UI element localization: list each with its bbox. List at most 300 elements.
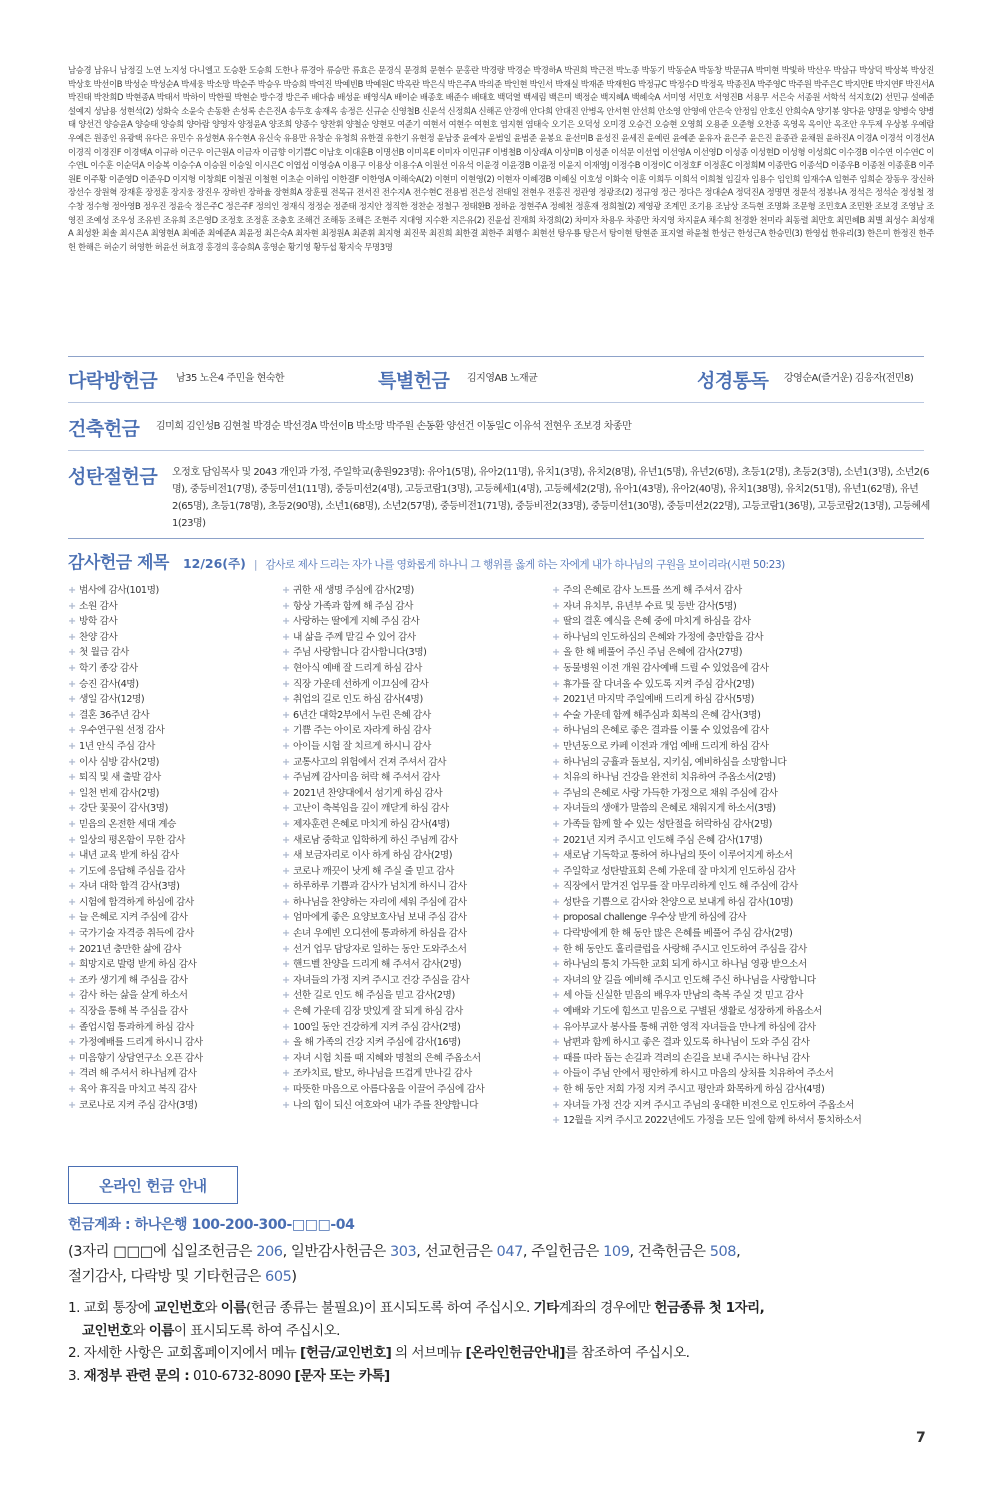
special-offering-names: 김지영AB 노재균: [467, 373, 538, 384]
thanks-item: [552, 677, 861, 693]
plus-icon: +: [68, 834, 76, 846]
thanks-item-text: 새 보금자리로 이사 하게 하심 감사(2명): [293, 850, 453, 862]
note-text: 이 표시되도록 하여 주십시오.: [173, 1322, 340, 1339]
thanks-item-text: 일천 번제 감사(2명): [79, 787, 159, 799]
thanks-item-text: 승진 감사(4명): [79, 678, 139, 690]
plus-icon: +: [552, 631, 560, 643]
thanks-item: [68, 910, 203, 926]
plus-icon: +: [282, 1052, 290, 1064]
plus-icon: +: [552, 1068, 560, 1080]
plus-icon: +: [282, 943, 290, 955]
thanks-item: [552, 1066, 861, 1082]
plus-icon: +: [552, 896, 560, 908]
plus-icon: +: [552, 928, 560, 940]
thanks-item: [282, 1066, 484, 1082]
thanks-item: [552, 957, 861, 973]
thanks-item: [552, 661, 861, 677]
thanks-item-text: 이사 심방 감사(2명): [79, 756, 159, 768]
thanks-item: [552, 833, 861, 849]
offering-account: 헌금계좌 : 하나은행 100-200-300-□□□-04: [68, 1217, 355, 1233]
thanks-item-text: 수술 가운데 함께 해주심과 회복의 은혜 감사(3명): [563, 709, 761, 721]
thanks-item: [68, 770, 203, 786]
thanks-item: [68, 708, 203, 724]
plus-icon: +: [68, 662, 76, 674]
plus-icon: +: [282, 725, 290, 737]
thanks-item: [282, 879, 484, 895]
thanks-item: [552, 708, 861, 724]
thanks-item-text: 내 삶을 주께 맡길 수 있어 감사: [293, 631, 416, 643]
thanks-list-column-2: [282, 583, 484, 1113]
thanks-item: [282, 692, 484, 708]
codes-text: , 일반감사헌금은: [282, 1244, 390, 1260]
thanks-item-text: 1년 안식 주심 감사: [79, 740, 155, 752]
codes-text: , 선교헌금은: [416, 1244, 497, 1260]
thanks-item: [282, 1035, 484, 1051]
page-number: 7: [916, 1430, 926, 1446]
thanks-item-text: 하나님의 긍휼과 돌보심, 지키심, 예비하심을 소망합니다: [563, 756, 787, 768]
plus-icon: +: [282, 912, 290, 924]
thanks-item-text: 퇴직 및 새 출발 감사: [79, 772, 161, 784]
note-2: [68, 1342, 938, 1365]
thanks-item-text: 올 해 가족의 건강 지켜 주심에 감사(16명): [293, 1037, 461, 1049]
thanks-item-text: 생일 감사(12명): [79, 694, 145, 706]
plus-icon: +: [282, 787, 290, 799]
plus-icon: +: [552, 850, 560, 862]
note-bold: 교인번호: [154, 1300, 205, 1316]
thanks-item-text: 방학 감사: [79, 616, 118, 628]
thanks-item: [552, 1004, 861, 1020]
code-mission: 047: [496, 1244, 523, 1260]
plus-icon: +: [552, 1037, 560, 1049]
note-text: 1. 교회 통장에: [68, 1300, 155, 1316]
plus-icon: +: [282, 772, 290, 784]
thanks-item-text: 하나님의 통치 가득한 교회 되게 하시고 하나님 영광 받으소서: [563, 959, 807, 971]
thanks-item-text: 학기 종강 감사: [79, 662, 138, 674]
thanks-item-text: 현아식 예배 잘 드리게 하심 감사: [293, 662, 422, 674]
thanks-item: [282, 723, 484, 739]
thanks-item: [68, 1082, 203, 1098]
code-other: 605: [265, 1269, 292, 1285]
thanks-item: [552, 614, 861, 630]
thanks-item-text: 하나님의 은혜로 좋은 결과를 이룰 수 있었음에 감사: [563, 725, 769, 737]
plus-icon: +: [552, 662, 560, 674]
plus-icon: +: [552, 585, 560, 596]
thanks-item: [552, 755, 861, 771]
thanks-item-text: 시험에 합격하게 하심에 감사: [79, 896, 194, 908]
thanks-item-text: 주님의 은혜로 사랑 가득한 가정으로 채워 주심에 감사: [563, 787, 778, 799]
thanks-item-text: 유아부교사 봉사를 통해 귀한 영적 자녀들을 만나게 하심에 감사: [563, 1021, 816, 1033]
thanks-item: [552, 1098, 861, 1114]
thanks-item-text: 늘 은혜로 지켜 주심에 감사: [79, 912, 188, 924]
plus-icon: +: [68, 865, 76, 877]
thanks-item-text: 12월을 지켜 주시고 2022년에도 가정을 모든 일에 함께 하셔서 통치하소서: [563, 1115, 862, 1127]
plus-icon: +: [68, 850, 76, 862]
thanks-item: [282, 599, 484, 615]
thanks-item: [68, 692, 203, 708]
thanks-item-text: 소원 감사: [79, 600, 118, 612]
thanks-item-text: 믿음의 온전한 세대 계승: [79, 818, 176, 830]
plus-icon: +: [68, 772, 76, 784]
thanks-item-text: 항상 가족과 함께 해 주심 감사: [293, 600, 414, 612]
thanks-item-text: 조카치료, 탈모, 하나님을 뜨겁게 만나길 감사: [293, 1068, 472, 1080]
thanks-item: [68, 1098, 203, 1114]
thanks-item-text: 한 해 동안 저희 가정 지켜 주시고 평안과 화목하게 하심 감사(4명): [563, 1084, 825, 1095]
plus-icon: +: [68, 756, 76, 768]
plus-icon: +: [68, 616, 76, 628]
thanks-item: [68, 786, 203, 802]
thanks-item: [552, 817, 861, 833]
plus-icon: +: [68, 709, 76, 721]
plus-icon: +: [282, 896, 290, 908]
thanks-item: [552, 1020, 861, 1036]
thanks-item: [552, 910, 861, 926]
plus-icon: +: [68, 896, 76, 908]
thanks-item: [68, 1004, 203, 1020]
thanks-item-text: 6년간 대학2부에서 누린 은혜 감사: [293, 709, 431, 721]
thanks-item: [282, 630, 484, 646]
thanks-item: [282, 645, 484, 661]
online-offering-guide-button[interactable]: 온라인 헌금 안내: [68, 1166, 238, 1204]
plus-icon: +: [282, 834, 290, 846]
thanks-item-text: 동물병원 이전 개원 감사예배 드릴 수 있었음에 감사: [563, 662, 769, 674]
thanks-item-text: 아들이 주님 안에서 평안하게 하시고 마음의 상처를 치유하여 주소서: [563, 1068, 834, 1080]
plus-icon: +: [68, 678, 76, 690]
darakbang-offering-title: 다락방헌금: [68, 370, 158, 392]
note-bold: 헌금종류 첫 1자리,: [654, 1300, 765, 1316]
plus-icon: +: [282, 616, 290, 628]
note-bold: [헌금/교인번호]: [300, 1345, 392, 1361]
plus-icon: +: [68, 1052, 76, 1064]
thanks-item: [282, 1020, 484, 1036]
thanks-item-text: 하나님의 인도하심의 은혜와 가정에 충만함을 감사: [563, 631, 764, 643]
plus-icon: +: [552, 1006, 560, 1018]
thanks-item: [552, 630, 861, 646]
plus-icon: +: [552, 787, 560, 799]
thanks-item-text: 기도에 응답해 주심을 감사: [79, 865, 185, 877]
thanks-item-text: 격려 해 주셔서 하나님께 감사: [79, 1068, 197, 1080]
thanks-item: [68, 599, 203, 615]
thanks-item: [68, 817, 203, 833]
plus-icon: +: [552, 990, 560, 1002]
thanks-item-text: 주일학교 성탄발표회 은혜 가운데 잘 마치게 인도하심 감사: [563, 865, 796, 877]
thanks-item: [68, 926, 203, 942]
plus-icon: +: [68, 725, 76, 737]
offering-notes: [68, 1297, 938, 1387]
plus-icon: +: [68, 600, 76, 612]
plus-icon: +: [282, 1021, 290, 1033]
code-building: 508: [709, 1244, 737, 1260]
note-text: 와: [132, 1322, 149, 1339]
plus-icon: +: [282, 818, 290, 830]
note-bold: 이름: [220, 1300, 246, 1316]
code-tithe: 206: [256, 1244, 283, 1260]
plus-icon: +: [282, 1006, 290, 1018]
note-text: 와: [204, 1300, 221, 1316]
plus-icon: +: [68, 631, 76, 643]
thanks-item: [282, 661, 484, 677]
thanks-item-text: 코로나 깨끗이 낫게 해 주실 줄 믿고 감사: [293, 865, 454, 877]
codes-text: ,: [736, 1244, 741, 1260]
plus-icon: +: [68, 1006, 76, 1018]
thanks-item-text: 성탄을 기쁨으로 감사와 찬양으로 보내게 하심 감사(10명): [563, 896, 793, 908]
thanks-item: [68, 988, 203, 1004]
thanks-item-text: 2021년 지켜 주시고 인도해 주심 은혜 감사(17명): [563, 834, 763, 846]
plus-icon: +: [282, 756, 290, 768]
plus-icon: +: [68, 1099, 76, 1111]
plus-icon: +: [68, 912, 76, 924]
thanks-item-text: 고난이 축복임을 깊이 깨닫게 하심 감사: [293, 803, 449, 815]
thanks-item-text: 새로남 중학교 입학하게 하신 주님께 감사: [293, 834, 458, 846]
thanks-item: [68, 895, 203, 911]
plus-icon: +: [68, 787, 76, 799]
thanks-item: [68, 661, 203, 677]
thanks-item-text: 첫 월급 감사: [79, 647, 129, 659]
thanks-offering-header: [68, 548, 785, 572]
thanks-item: [68, 833, 203, 849]
thanks-item: [552, 1051, 861, 1067]
thanks-item-text: 만년동으로 카페 이전과 개업 예배 드리게 하심 감사: [563, 740, 769, 752]
plus-icon: +: [552, 1084, 560, 1095]
thanks-item: [552, 895, 861, 911]
divider: [68, 450, 924, 451]
plus-icon: +: [552, 912, 560, 924]
thanks-item: [282, 817, 484, 833]
donor-names-list: 남승경 남유니 남정길 노연 노지성 다니엘고 도승환 도승희 도한나 류경아 류승만 류효은 문경식 문경희 문현수 문홍란 박경량 박경순 박경하A 박권희 박근전 박노종 박동기 박동순A 박동창 박문규A 박미현 박빛하 박산우 박삼규 박상덕 박상복 박상진 박상호 박선이B 박성순 박성순A 박세웅 박소망 박순주 박승우 박승희 박여진 박예빈B 박예원C 박옥란 박은식 박은주A 박의준 박인현 박인서 박재실 박재준 박재헌G 박정규C 박정수D 박정옥 박종진A 박주영C 박주원 박주은C 박지만E 박지연F 박진서A 박진태 박찬희D 박현종A 박태서 박하이 박한필 박현순 방수경 방은주 배다솜 배성윤 배영식A 배이순 배종호 배준수 배태호 백덕열 백세림 백은미 백정순 백지혜A 백혜숙A 서미영 서민호 서영진B 서용무 서은숙 서종원 서학석 석지호(2) 선민규 설예준 설예지 성남용 성현석(2) 성화숙 소윤숙 손동환 손성록 손은진A 송두호 송재옥 송정은 신규순 신영철B 신운석 신정희A 신해곤 안경애 안다희 안대진 안병옥 안서현 안선희 안소영 안영애 안은숙 안정임 안호신 안희숙A 양기봉 양다윤 양명윤 양병숙 양병태 양선건 양승윤A 양승태 양승희 양아람 양영자 양정윤A 양조희 양종수 양찬휘 양철순 양현모 여준기 여현서 여현수 여현호 염지현 염태숙 오기은 오덕성 오미경 오승건 오승현 오영희 오용준 오준형 오찬종 옥영옥 옥이안 옥조안 우두제 우상봉 우예람 우예은 원종인 유광택 유다은 유민수 유성현A 유수현A 유신숙 유용만 유창순 유청희 유한결 유한기 유현정 윤남중 윤예자 윤범일 윤범준 윤봉요 윤선미B 윤성진 윤세진 윤예린 윤예준 윤유자 윤은주 윤은진 윤종관 윤채원 윤하진A 이경A 이경석 이경선A 이경직 이경진F 이경택A 이규하 이근우 이근원A 이금자 이금향 이기쁨C 이남호 이대훈B 이명선B 이미옥E 이미자 이민규F 이병철B 이상래A 이상미B 이성준 이석문 이선엽 이선영A 이선영D 이성종 이성현D 이성형 이성희C 이수경B 이수연 이수연C 이수연L 이수훈 이순덕A 이승복 이승수A 이승원 이승일 이시은C 이엽섭 이영승A 이용구 이용상 이용수A 이원선 이유석 이윤경 이윤경B 이윤정 이윤지 이재영J 이정수B 이정이C 이정호F 이정훈C 이정희M 이종만G 이종석D 이종우B 이종천 이종훈B 이주원E 이주황 이준영D 이준우D 이지형 이창희E 이철권 이철현 이초순 이하임 이한결F 이한영A 이해숙A(2) 이현미 이현영(2) 이현자 이혜경B 이혜실 이호성 이화숙 이훈 이희두 이희석 이희철 임길자 임용수 임인희 임재수A 임현주 임희순 장동우 장신하 장선수 장원혁 장재훈 장정훈 장지웅 장진우 장하빈 장하율 장현희A 장훈필 전목규 전서진 전수지A 전수현C 전용범 전은성 전태일 전현우 전홍진 정관영 정광조(2) 정규영 정근 정다은 정대순A 정덕진A 정명면 정문석 정봉나A 정석은 정석순 정성철 정수창 정수형 정아영B 정우진 정윤숙 정은주C 정은주F 정의인 정재식 정정순 정준태 정지안 정직한 정찬순 정철구 정태환B 정하윤 정현주A 정혜천 정훈재 정희철(2) 제영광 조계민 조기용 조남상 조득현 조명화 조문형 조민호A 조민환 조보경 조영남 조영진 조예성 조우성 조유빈 조유희 조은영D 조정호 조정훈 조충호 조해건 조해동 조해은 조현주 지대영 지수환 지은유(2) 진윤섭 진재희 차경희(2) 차미자 차용우 차종만 차지영 차지윤A 채수희 천경환 천미라 최동렬 최만호 최민혜B 최별 최성수 최성재A 최성환 최솔 최시은A 최영현A 최예준 최예준A 최윤정 최은숙A 최자현 최정원A 최준휘 최지형 최진묵 최진희 최한결 최한주 최행수 최현선 탕우룡 탕은서 탕이현 탕현준 표지열 하윤철 한성근 한성근A 한승민(3) 한영섭 한유리(3) 한은미 한정진 한주헌 한해은 허순기 허영한 허윤선 허효경 홍경의 홍승희A 홍영순 황기영 황두섭 황지숙 무명3명: [68, 65, 934, 252]
note-text: 2. 자세한 사항은 교회홈페이지에서 메뉴: [68, 1345, 301, 1361]
note-text: 3.: [68, 1367, 84, 1384]
thanks-item-text: 선한 길로 인도 해 주심을 믿고 감사(2명): [293, 990, 455, 1002]
plus-icon: +: [282, 662, 290, 674]
thanks-item: [68, 1066, 203, 1082]
thanks-item: [282, 1098, 484, 1114]
plus-icon: +: [282, 585, 290, 596]
thanks-item: [552, 864, 861, 880]
thanks-item: [552, 645, 861, 661]
thanks-item: [68, 957, 203, 973]
thanks-item-text: 직장에서 맡겨진 업무를 잘 마무리하게 인도 해 주심에 감사: [563, 881, 798, 893]
plus-icon: +: [552, 1115, 560, 1127]
thanks-item: [282, 708, 484, 724]
thanks-item: [552, 879, 861, 895]
code-thanks: 303: [389, 1244, 417, 1260]
plus-icon: +: [282, 881, 290, 893]
thanks-item: [282, 910, 484, 926]
plus-icon: +: [68, 694, 76, 706]
divider: [68, 402, 924, 403]
note-bold: 교인번호: [82, 1322, 133, 1339]
thanks-list-column-3: [552, 583, 861, 1129]
plus-icon: +: [552, 818, 560, 830]
thanks-item-text: 2021년 충만한 삶에 감사: [79, 943, 182, 955]
code-sunday: 109: [603, 1244, 630, 1260]
thanks-item-text: 예배와 기도에 힘쓰고 믿음으로 구별된 생활로 성장하게 하옵소서: [563, 1006, 822, 1018]
thanks-item-text: 희망지로 발령 받게 하심 감사: [79, 959, 197, 971]
thanks-item-text: 취업의 길로 인도 하심 감사(4명): [293, 694, 423, 706]
thanks-item-text: 새로남 기독학교 통하여 하나님의 뜻이 이루어지게 하소서: [563, 850, 793, 862]
thanks-item-text: 자녀들의 가정 지켜 주시고 건강 주심을 감사: [293, 974, 470, 986]
thanks-item-text: 은혜 가운데 김장 맛있게 잘 되게 하심 감사: [293, 1006, 463, 1018]
thanks-item-text: 주의 은혜로 감사 노트를 쓰게 해 주셔서 감사: [563, 585, 742, 596]
plus-icon: +: [282, 990, 290, 1002]
plus-icon: +: [552, 616, 560, 628]
thanks-item-text: 범사에 감사(101명): [79, 585, 159, 596]
thanks-item: [282, 739, 484, 755]
plus-icon: +: [282, 647, 290, 659]
plus-icon: +: [68, 1037, 76, 1049]
thanks-item-text: 주님 사랑합니다 감사합니다(3명): [293, 647, 427, 659]
thanks-item-text: 감사 하는 삶을 살게 하소서: [79, 990, 188, 1002]
thanks-item: [552, 926, 861, 942]
plus-icon: +: [282, 959, 290, 971]
divider: [68, 538, 924, 539]
thanks-item: [552, 801, 861, 817]
plus-icon: +: [552, 600, 560, 612]
christmas-offering-names: 오정호 담임목사 및 2043 개인과 가정, 주일학교(총원923명): 유아1(5명), 유아2(11명), 유치1(3명), 유치2(8명), 유년1(5명), 유년2(6명), 초등1(2명), 초등2(3명), 소년1(3명), 소년2(6명), 중등비전1(7명), 중등미션1(11명), 중등미션2(4명), 고등코람1(3명), 고등혜세1(4명), 고등혜세2(2명), 유아1(43명), 유아2(40명), 유치1(38명), 유치2(51명), 유년1(62명), 유년2(65명), 초등1(78명), 초등2(90명), 소년1(68명), 소년2(57명), 중등비전1(71명), 중등비전2(33명), 중등미션1(30명), 중등미션2(22명), 고등코람1(36명), 고등코람2(13명), 고등혜세1(23명): [172, 467, 930, 529]
note-text: 의 서브메뉴: [391, 1345, 466, 1361]
thanks-item-text: 사랑하는 딸에게 지혜 주심 감사: [293, 616, 420, 628]
note-bold: 기타: [533, 1300, 559, 1316]
header-separator: |: [253, 558, 258, 571]
thanks-item: [282, 755, 484, 771]
plus-icon: +: [68, 974, 76, 986]
thanks-item-text: 가정예배를 드리게 하시니 감사: [79, 1037, 203, 1049]
plus-icon: +: [282, 678, 290, 690]
thanks-item: [68, 848, 203, 864]
note-text: 계좌의 경우에만: [558, 1300, 655, 1316]
darakbang-offering-names: 남35 노은4 주민을 현숙한: [176, 373, 285, 384]
thanks-item: [68, 723, 203, 739]
thanks-item-text: 강단 꽃꽂이 감사(3명): [79, 803, 168, 815]
thanks-item-text: 코로나로 지켜 주심 감사(3명): [79, 1099, 198, 1111]
codes-text: , 건축헌금은: [629, 1244, 710, 1260]
thanks-item-text: proposal challenge 우수상 받게 하심에 감사: [563, 912, 747, 924]
thanks-item: [68, 973, 203, 989]
note-bold: 이름: [148, 1322, 174, 1339]
thanks-item-text: 때를 따라 돕는 손길과 격려의 손길을 보내 주시는 하나님 감사: [563, 1052, 810, 1064]
plus-icon: +: [282, 803, 290, 815]
thanks-item-text: 주님께 감사미음 허락 해 주셔서 감사: [293, 772, 440, 784]
thanks-item-text: 2021년 마지막 주일예배 드리게 하심 감사(5명): [563, 694, 754, 706]
plus-icon: +: [552, 974, 560, 986]
plus-icon: +: [282, 709, 290, 721]
thanks-item: [282, 614, 484, 630]
thanks-item-text: 딸의 결혼 예식을 은혜 중에 마치게 하심을 감사: [563, 616, 751, 628]
plus-icon: +: [552, 959, 560, 971]
plus-icon: +: [68, 585, 76, 596]
plus-icon: +: [68, 959, 76, 971]
note-bold: 재정부 관련 문의 :: [83, 1367, 190, 1384]
building-offering-title: 건축헌금: [68, 418, 140, 440]
thanks-item: [68, 677, 203, 693]
thanks-list-column-1: [68, 583, 203, 1113]
thanks-item-text: 자녀들의 생애가 말씀의 은혜로 채워지게 하소서(3명): [563, 803, 776, 815]
thanks-item-text: 제자훈련 은혜로 마치게 하심 감사(4명): [293, 818, 450, 830]
plus-icon: +: [282, 865, 290, 877]
thanks-item: [68, 1020, 203, 1036]
thanks-item-text: 엄마에게 좋은 요양보호사님 보내 주심 감사: [293, 912, 467, 924]
plus-icon: +: [552, 740, 560, 752]
thanks-item-text: 자녀 대학 합격 감사(3명): [79, 881, 180, 893]
plus-icon: +: [552, 725, 560, 737]
thanks-item: [552, 1082, 861, 1098]
codes-text: (3자리 □□□에 십일조헌금은: [68, 1244, 257, 1260]
plus-icon: +: [68, 881, 76, 893]
thanks-item: [68, 614, 203, 630]
thanks-item-text: 가족들 함께 할 수 있는 성탄절을 허락하심 감사(2명): [563, 818, 772, 830]
plus-icon: +: [552, 943, 560, 955]
thanks-offering-title: 감사헌금 제목: [68, 553, 169, 573]
thanks-item: [282, 895, 484, 911]
plus-icon: +: [282, 974, 290, 986]
thanks-item: [68, 864, 203, 880]
note-bold: [문자 또는 카톡]: [294, 1367, 390, 1384]
plus-icon: +: [282, 740, 290, 752]
thanks-item-text: 100일 동안 건강하게 지켜 주심 감사(2명): [293, 1021, 461, 1033]
thanks-item-text: 직장 가운데 선하게 이끄심에 감사: [293, 678, 429, 690]
thanks-item: [282, 801, 484, 817]
plus-icon: +: [282, 928, 290, 940]
plus-icon: +: [552, 772, 560, 784]
plus-icon: +: [282, 600, 290, 612]
thanks-item: [282, 1004, 484, 1020]
thanks-item: [552, 988, 861, 1004]
thanks-item-text: 일상의 평온함이 무한 감사: [79, 834, 185, 846]
thanks-item: [552, 692, 861, 708]
plus-icon: +: [552, 756, 560, 768]
thanks-item-text: 선거 업무 담당자로 일하는 동안 도와주소서: [293, 943, 467, 955]
plus-icon: +: [552, 1099, 560, 1111]
thanks-item: [282, 942, 484, 958]
plus-icon: +: [68, 803, 76, 815]
thanks-item-text: 다락방에게 한 해 동안 많은 은혜를 베풀어 주심 감사(2명): [563, 928, 793, 940]
thanks-item-text: 우수연구원 선정 감사: [79, 725, 165, 737]
plus-icon: +: [552, 709, 560, 721]
thanks-item: [282, 770, 484, 786]
plus-icon: +: [282, 631, 290, 643]
note-bold: [온라인헌금안내]: [465, 1345, 565, 1361]
plus-icon: +: [68, 1021, 76, 1033]
thanks-item-text: 귀한 새 생명 주심에 감사(2명): [293, 585, 414, 596]
codes-text: ): [291, 1269, 297, 1285]
thanks-item: [282, 926, 484, 942]
thanks-item-text: 남편과 함께 하시고 좋은 결과 있도록 하나님이 도와 주심 감사: [563, 1037, 810, 1049]
thanks-item: [552, 770, 861, 786]
thanks-item: [282, 677, 484, 693]
thanks-item: [68, 942, 203, 958]
note-3: [68, 1365, 938, 1388]
thanks-item: [68, 1035, 203, 1051]
thanks-item-text: 핸드벨 찬양을 드리게 해 주셔서 감사(2명): [293, 959, 462, 971]
note-text: (헌금 종류는 불필요)이 표시되도록 하여 주십시오.: [245, 1300, 534, 1316]
plus-icon: +: [68, 647, 76, 659]
thanks-item: [282, 973, 484, 989]
thanks-item-text: 조카 생기게 해 주심을 감사: [79, 974, 188, 986]
special-offering-title: 특별헌금: [378, 370, 450, 392]
plus-icon: +: [68, 1084, 76, 1095]
plus-icon: +: [552, 1021, 560, 1033]
plus-icon: +: [282, 1099, 290, 1111]
plus-icon: +: [282, 850, 290, 862]
thanks-item: [68, 645, 203, 661]
plus-icon: +: [68, 990, 76, 1002]
plus-icon: +: [282, 1068, 290, 1080]
plus-icon: +: [68, 740, 76, 752]
thanks-item: [552, 583, 861, 599]
thanks-item: [68, 1051, 203, 1067]
thanks-item: [552, 1113, 861, 1129]
thanks-item: [68, 801, 203, 817]
thanks-item: [68, 879, 203, 895]
